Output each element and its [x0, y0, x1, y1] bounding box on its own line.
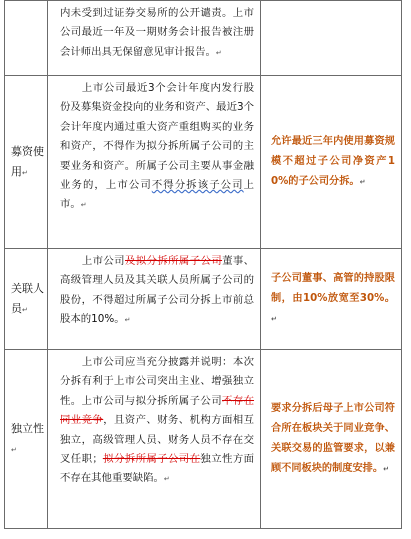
- rule-line: 公司最近一年及一期财务会计报告被注: [60, 26, 244, 39]
- rule-text-run: ，且资产、财务、机构方面相互独立，高级管理人员、财务人员不存在交叉任职；: [60, 414, 254, 466]
- rule-text-run: 上市。: [60, 179, 255, 211]
- note-cell: [261, 1, 402, 76]
- rule-text-run: 上市公司应当充分披露并说明：本次分拆有利于上市公司突出主业、增强独立性。上市公司与拟分拆所属子公司: [60, 356, 254, 407]
- rule-text-run: 上市公司: [81, 255, 125, 267]
- row-label: [5, 142, 47, 183]
- note-cell: [261, 249, 402, 350]
- row-label: [5, 279, 47, 320]
- rule-text-cell: [48, 76, 261, 249]
- rule-text: [48, 76, 260, 216]
- rule-text: [48, 1, 260, 63]
- rule-line: 册会计师出具无保留意见审计报告。: [60, 26, 254, 58]
- rule-text-wavy-run: 不得分拆该子公司: [151, 179, 244, 192]
- table-row: [5, 1, 402, 76]
- rule-text-deleted-run: 不存在同业竞争: [60, 394, 255, 427]
- rule-text-cell: [48, 249, 261, 350]
- paragraph-mark: ↵: [80, 201, 87, 210]
- paragraph-mark: ↵: [383, 465, 389, 473]
- row-label: [5, 419, 47, 460]
- rule-text: [48, 249, 260, 331]
- note-text: [261, 269, 401, 329]
- paragraph-mark: ↵: [22, 305, 28, 314]
- rule-text-cell: [48, 350, 261, 529]
- rule-text: [48, 350, 260, 490]
- rule-line: 内未受到过证券交易所的公开谴责。上市: [60, 7, 254, 19]
- rule-text-run: 董事、高级管理人员及其关联人员所属子公司的股份，不得超过所属子公司分拆上市前总股本的10%。: [60, 255, 255, 326]
- note-text: [261, 399, 401, 479]
- rule-text-deleted-run: 拟分拆所属子公司在: [102, 453, 201, 466]
- paragraph-mark: ↵: [215, 48, 222, 57]
- comparison-table: [4, 0, 402, 529]
- paragraph-mark: ↵: [163, 475, 170, 484]
- rule-text-deleted-run: 及拟分拆所属子公司: [124, 255, 223, 267]
- note-text-run: 子公司董事、高管的持股限制，由10%放宽至30%。: [271, 273, 395, 304]
- row-label-cell: [5, 76, 48, 249]
- note-text-run: 要求分拆后母子上市公司符合所在板块关于同业竞争、关联交易的监管要求，以兼顾不同板块的制度安排。: [271, 403, 395, 474]
- row-label-text: 关联人员: [11, 281, 44, 315]
- rule-text-cell: [48, 1, 261, 76]
- paragraph-mark: ↵: [359, 178, 366, 186]
- paragraph-mark: ↵: [124, 316, 131, 325]
- row-label-cell: [5, 350, 48, 529]
- row-label-text: 募资使用: [11, 144, 44, 178]
- rule-text-run: 独立性方面不存在其他重要缺陷。: [60, 453, 255, 485]
- row-label-text: 独立性: [11, 421, 44, 435]
- paragraph-mark: ↵: [22, 168, 28, 177]
- table-row: [5, 350, 402, 529]
- row-label-cell: [5, 249, 48, 350]
- paragraph-mark: ↵: [271, 315, 277, 323]
- note-cell: [261, 76, 402, 249]
- table-row: [5, 76, 402, 249]
- rule-text-run: 上市公司最近3个会计年度内发行股份及募集资金投向的业务和资产、最近3个会计年度内通过重大资产重组购买的业务和资产，不得作为拟分拆所属子公司的主要业务和资产。所属子公司主要从事金融业务的，上市公司: [60, 82, 254, 192]
- table-row: [5, 249, 402, 350]
- note-text-run: 允许最近三年内使用募资规模不超过子公司净资产10%的子公司分拆。: [271, 136, 395, 187]
- note-cell: [261, 350, 402, 529]
- row-label-cell: [5, 1, 48, 76]
- note-text: [261, 132, 401, 192]
- paragraph-mark: ↵: [11, 445, 17, 454]
